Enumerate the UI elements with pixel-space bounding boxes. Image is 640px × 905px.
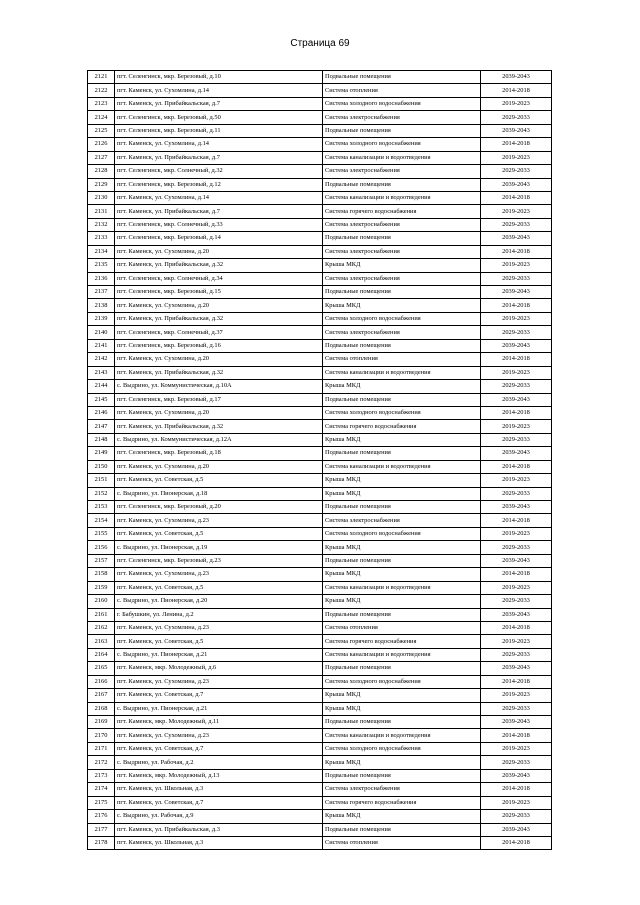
period-cell: 2039-2043: [481, 178, 552, 191]
table-row: [88, 648, 552, 661]
row-number: 2131: [88, 205, 115, 218]
period-cell: 2029-2033: [481, 111, 552, 124]
address-cell: пгт. Селенгинск, мкр. Солнечный, д.32: [115, 165, 323, 178]
table-row: [88, 259, 552, 272]
period-cell: 2014-2018: [481, 353, 552, 366]
system-cell: Система канализации и водоотведения: [323, 581, 481, 594]
system-cell: Крыша МКД: [323, 756, 481, 769]
row-number: 2129: [88, 178, 115, 191]
system-cell: Система отопления: [323, 84, 481, 97]
period-cell: 2019-2023: [481, 205, 552, 218]
system-cell: Крыша МКД: [323, 595, 481, 608]
table-row: [88, 151, 552, 164]
system-cell: Подвальные помещения: [323, 501, 481, 514]
address-cell: с. Выдрино, ул. Рабочая, д.2: [115, 756, 323, 769]
system-cell: Крыша МКД: [323, 568, 481, 581]
period-cell: 2039-2043: [481, 554, 552, 567]
table-row: [88, 393, 552, 406]
table-row: [88, 286, 552, 299]
system-cell: Система холодного водоснабжения: [323, 527, 481, 540]
system-cell: Подвальные помещения: [323, 393, 481, 406]
period-cell: 2019-2023: [481, 151, 552, 164]
system-cell: Система электроснабжения: [323, 326, 481, 339]
period-cell: 2019-2023: [481, 474, 552, 487]
row-number: 2151: [88, 474, 115, 487]
address-cell: пгт. Каменск, ул. Школьная, д.3: [115, 783, 323, 796]
address-cell: пгт. Каменск, ул. Сухомлина, д.23: [115, 729, 323, 742]
table-row: [88, 272, 552, 285]
period-cell: 2014-2018: [481, 621, 552, 634]
system-cell: Крыша МКД: [323, 299, 481, 312]
table-row: [88, 541, 552, 554]
table-row: [88, 742, 552, 755]
table-row: [88, 501, 552, 514]
row-number: 2166: [88, 675, 115, 688]
period-cell: 2014-2018: [481, 836, 552, 849]
row-number: 2152: [88, 487, 115, 500]
address-cell: пгт. Каменск, ул. Сухомлина, д.20: [115, 460, 323, 473]
row-number: 2133: [88, 232, 115, 245]
system-cell: Система отопления: [323, 836, 481, 849]
address-cell: пгт. Каменск, ул. Советская, д.5: [115, 635, 323, 648]
system-cell: Система отопления: [323, 353, 481, 366]
row-number: 2130: [88, 191, 115, 204]
row-number: 2157: [88, 554, 115, 567]
table-row: [88, 608, 552, 621]
row-number: 2154: [88, 514, 115, 527]
period-cell: 2039-2043: [481, 71, 552, 84]
address-cell: пгт. Каменск, ул. Школьная, д.3: [115, 836, 323, 849]
system-cell: Крыша МКД: [323, 541, 481, 554]
period-cell: 2039-2043: [481, 393, 552, 406]
table-row: [88, 568, 552, 581]
period-cell: 2039-2043: [481, 823, 552, 836]
period-cell: 2029-2033: [481, 165, 552, 178]
row-number: 2144: [88, 380, 115, 393]
period-cell: 2014-2018: [481, 245, 552, 258]
row-number: 2128: [88, 165, 115, 178]
row-number: 2161: [88, 608, 115, 621]
system-cell: Подвальные помещения: [323, 124, 481, 137]
row-number: 2141: [88, 339, 115, 352]
period-cell: 2014-2018: [481, 783, 552, 796]
row-number: 2132: [88, 218, 115, 231]
system-cell: Система электроснабжения: [323, 514, 481, 527]
table-row: [88, 769, 552, 782]
period-cell: 2019-2023: [481, 689, 552, 702]
system-cell: Крыша МКД: [323, 810, 481, 823]
system-cell: Система канализации и водоотведения: [323, 366, 481, 379]
period-cell: 2019-2023: [481, 581, 552, 594]
row-number: 2177: [88, 823, 115, 836]
address-cell: пгт. Каменск, ул. Прибайкальская, д.32: [115, 366, 323, 379]
table-row: [88, 165, 552, 178]
address-cell: с. Выдрино, ул. Пионерская, д.21: [115, 648, 323, 661]
period-cell: 2039-2043: [481, 339, 552, 352]
system-cell: Система холодного водоснабжения: [323, 406, 481, 419]
address-cell: пгт. Селенгинск, мкр. Березовый, д.12: [115, 178, 323, 191]
address-cell: с. Выдрино, ул. Пионерская, д.18: [115, 487, 323, 500]
row-number: 2149: [88, 447, 115, 460]
period-cell: 2039-2043: [481, 447, 552, 460]
system-cell: Система холодного водоснабжения: [323, 97, 481, 110]
period-cell: 2014-2018: [481, 460, 552, 473]
table-row: [88, 716, 552, 729]
address-cell: пгт. Каменск, ул. Прибайкальская, д.7: [115, 205, 323, 218]
row-number: 2148: [88, 433, 115, 446]
period-cell: 2039-2043: [481, 286, 552, 299]
period-cell: 2019-2023: [481, 742, 552, 755]
address-cell: пгт. Селенгинск, мкр. Березовый, д.18: [115, 447, 323, 460]
table-row: [88, 621, 552, 634]
table-row: [88, 554, 552, 567]
period-cell: 2014-2018: [481, 191, 552, 204]
table-row: [88, 353, 552, 366]
period-cell: 2029-2033: [481, 541, 552, 554]
row-number: 2122: [88, 84, 115, 97]
period-cell: 2019-2023: [481, 259, 552, 272]
address-cell: пгт. Каменск, мкр. Молодежный, д.6: [115, 662, 323, 675]
table-row: [88, 299, 552, 312]
table-row: [88, 460, 552, 473]
system-cell: Система горячего водоснабжения: [323, 635, 481, 648]
row-number: 2137: [88, 286, 115, 299]
system-cell: Система канализации и водоотведения: [323, 648, 481, 661]
address-cell: пгт. Каменск, ул. Сухомлина, д.20: [115, 299, 323, 312]
period-cell: 2019-2023: [481, 527, 552, 540]
row-number: 2178: [88, 836, 115, 849]
row-number: 2125: [88, 124, 115, 137]
system-cell: Система электроснабжения: [323, 245, 481, 258]
address-cell: пгт. Каменск, ул. Сухомлина, д.14: [115, 84, 323, 97]
row-number: 2127: [88, 151, 115, 164]
row-number: 2143: [88, 366, 115, 379]
row-number: 2124: [88, 111, 115, 124]
system-cell: Система горячего водоснабжения: [323, 205, 481, 218]
table-row: [88, 796, 552, 809]
table-row: [88, 514, 552, 527]
address-cell: пгт. Селенгинск, мкр. Березовый, д.23: [115, 554, 323, 567]
address-cell: пгт. Селенгинск, мкр. Солнечный, д.34: [115, 272, 323, 285]
row-number: 2160: [88, 595, 115, 608]
table-row: [88, 729, 552, 742]
table-row: [88, 232, 552, 245]
system-cell: Подвальные помещения: [323, 769, 481, 782]
system-cell: Подвальные помещения: [323, 823, 481, 836]
table-row: [88, 823, 552, 836]
row-number: 2172: [88, 756, 115, 769]
period-cell: 2039-2043: [481, 124, 552, 137]
period-cell: 2029-2033: [481, 218, 552, 231]
table-row: [88, 675, 552, 688]
system-cell: Система канализации и водоотведения: [323, 460, 481, 473]
row-number: 2173: [88, 769, 115, 782]
system-cell: Система канализации и водоотведения: [323, 191, 481, 204]
table-row: [88, 756, 552, 769]
table-row: [88, 702, 552, 715]
system-cell: Крыша МКД: [323, 487, 481, 500]
row-number: 2169: [88, 716, 115, 729]
row-number: 2165: [88, 662, 115, 675]
table-row: [88, 366, 552, 379]
period-cell: 2029-2033: [481, 272, 552, 285]
table-row: [88, 178, 552, 191]
system-cell: Система холодного водоснабжения: [323, 312, 481, 325]
table-row: [88, 339, 552, 352]
period-cell: 2039-2043: [481, 608, 552, 621]
table-row: [88, 783, 552, 796]
row-number: 2171: [88, 742, 115, 755]
register-table: [87, 70, 552, 850]
period-cell: 2029-2033: [481, 648, 552, 661]
row-number: 2155: [88, 527, 115, 540]
row-number: 2136: [88, 272, 115, 285]
table-row: [88, 662, 552, 675]
period-cell: 2029-2033: [481, 595, 552, 608]
system-cell: Подвальные помещения: [323, 71, 481, 84]
row-number: 2146: [88, 406, 115, 419]
system-cell: Подвальные помещения: [323, 232, 481, 245]
address-cell: пгт. Селенгинск, мкр. Березовый, д.20: [115, 501, 323, 514]
table-row: [88, 84, 552, 97]
row-number: 2163: [88, 635, 115, 648]
system-cell: Подвальные помещения: [323, 339, 481, 352]
address-cell: пгт. Каменск, ул. Прибайкальская, д.32: [115, 420, 323, 433]
system-cell: Система электроснабжения: [323, 165, 481, 178]
system-cell: Система электроснабжения: [323, 783, 481, 796]
system-cell: Подвальные помещения: [323, 716, 481, 729]
row-number: 2156: [88, 541, 115, 554]
period-cell: 2014-2018: [481, 729, 552, 742]
system-cell: Крыша МКД: [323, 689, 481, 702]
address-cell: пгт. Каменск, ул. Сухомлина, д.20: [115, 406, 323, 419]
table-row: [88, 836, 552, 849]
address-cell: с. Выдрино, ул. Коммунистическая, д.12А: [115, 433, 323, 446]
system-cell: Подвальные помещения: [323, 178, 481, 191]
system-cell: Крыша МКД: [323, 474, 481, 487]
system-cell: Крыша МКД: [323, 259, 481, 272]
table-row: [88, 433, 552, 446]
address-cell: пгт. Каменск, ул. Советская, д.7: [115, 742, 323, 755]
period-cell: 2014-2018: [481, 84, 552, 97]
period-cell: 2039-2043: [481, 232, 552, 245]
address-cell: с. Выдрино, ул. Коммунистическая, д.10А: [115, 380, 323, 393]
system-cell: Система канализации и водоотведения: [323, 151, 481, 164]
address-cell: пгт. Каменск, мкр. Молодежный, д.11: [115, 716, 323, 729]
address-cell: пгт. Каменск, ул. Советская, д.5: [115, 474, 323, 487]
period-cell: 2019-2023: [481, 366, 552, 379]
table-row: [88, 326, 552, 339]
system-cell: Подвальные помещения: [323, 286, 481, 299]
table-row: [88, 71, 552, 84]
address-cell: пгт. Каменск, ул. Прибайкальская, д.7: [115, 151, 323, 164]
system-cell: Система холодного водоснабжения: [323, 675, 481, 688]
row-number: 2134: [88, 245, 115, 258]
period-cell: 2014-2018: [481, 138, 552, 151]
address-cell: пгт. Каменск, ул. Советская, д.5: [115, 527, 323, 540]
row-number: 2121: [88, 71, 115, 84]
row-number: 2174: [88, 783, 115, 796]
period-cell: 2019-2023: [481, 796, 552, 809]
period-cell: 2019-2023: [481, 312, 552, 325]
period-cell: 2019-2023: [481, 635, 552, 648]
table-row: [88, 124, 552, 137]
period-cell: 2029-2033: [481, 702, 552, 715]
table-row: [88, 111, 552, 124]
address-cell: пгт. Каменск, мкр. Молодежный, д.13: [115, 769, 323, 782]
address-cell: пгт. Селенгинск, мкр. Березовый, д.15: [115, 286, 323, 299]
address-cell: пгт. Селенгинск, мкр. Березовый, д.17: [115, 393, 323, 406]
address-cell: пгт. Каменск, ул. Советская, д.7: [115, 796, 323, 809]
address-cell: пгт. Селенгинск, мкр. Березовый, д.14: [115, 232, 323, 245]
period-cell: 2029-2033: [481, 487, 552, 500]
period-cell: 2029-2033: [481, 810, 552, 823]
period-cell: 2039-2043: [481, 716, 552, 729]
address-cell: пгт. Каменск, ул. Прибайкальская, д.7: [115, 97, 323, 110]
address-cell: пгт. Каменск, ул. Прибайкальская, д.32: [115, 312, 323, 325]
period-cell: 2039-2043: [481, 501, 552, 514]
address-cell: пгт. Селенгинск, мкр. Березовый, д.11: [115, 124, 323, 137]
table-row: [88, 312, 552, 325]
period-cell: 2019-2023: [481, 420, 552, 433]
period-cell: 2014-2018: [481, 568, 552, 581]
page-header: Страница 69: [290, 38, 350, 49]
table-row: [88, 420, 552, 433]
address-cell: пгт. Каменск, ул. Сухомлина, д.23: [115, 514, 323, 527]
address-cell: пгт. Каменск, ул. Сухомлина, д.14: [115, 138, 323, 151]
address-cell: с. Выдрино, ул. Пионерская, д.21: [115, 702, 323, 715]
row-number: 2126: [88, 138, 115, 151]
address-cell: пгт. Каменск, ул. Сухомлина, д.14: [115, 191, 323, 204]
address-cell: пгт. Селенгинск, мкр. Березовый, д.10: [115, 71, 323, 84]
system-cell: Система электроснабжения: [323, 272, 481, 285]
period-cell: 2019-2023: [481, 97, 552, 110]
row-number: 2167: [88, 689, 115, 702]
table-row: [88, 487, 552, 500]
table-row: [88, 406, 552, 419]
address-cell: пгт. Каменск, ул. Прибайкальская, д.32: [115, 259, 323, 272]
row-number: 2150: [88, 460, 115, 473]
row-number: 2138: [88, 299, 115, 312]
system-cell: Подвальные помещения: [323, 554, 481, 567]
system-cell: Система отопления: [323, 621, 481, 634]
system-cell: Система холодного водоснабжения: [323, 138, 481, 151]
table-row: [88, 447, 552, 460]
row-number: 2170: [88, 729, 115, 742]
address-cell: пгт. Селенгинск, мкр. Солнечный, д.37: [115, 326, 323, 339]
row-number: 2147: [88, 420, 115, 433]
period-cell: 2029-2033: [481, 756, 552, 769]
row-number: 2153: [88, 501, 115, 514]
table-row: [88, 205, 552, 218]
address-cell: пгт. Каменск, ул. Прибайкальская, д.3: [115, 823, 323, 836]
table-row: [88, 689, 552, 702]
table-row: [88, 245, 552, 258]
address-cell: пгт. Каменск, ул. Советская, д.5: [115, 581, 323, 594]
address-cell: г. Бабушкин, ул. Ленина, д.2: [115, 608, 323, 621]
table-row: [88, 191, 552, 204]
system-cell: Система электроснабжения: [323, 218, 481, 231]
system-cell: Система канализации и водоотведения: [323, 729, 481, 742]
period-cell: 2014-2018: [481, 299, 552, 312]
address-cell: с. Выдрино, ул. Пионерская, д.20: [115, 595, 323, 608]
table-row: [88, 581, 552, 594]
table-row: [88, 810, 552, 823]
system-cell: Подвальные помещения: [323, 608, 481, 621]
address-cell: пгт. Каменск, ул. Сухомлина, д.23: [115, 675, 323, 688]
period-cell: 2039-2043: [481, 769, 552, 782]
row-number: 2168: [88, 702, 115, 715]
row-number: 2123: [88, 97, 115, 110]
table-row: [88, 138, 552, 151]
table-row: [88, 380, 552, 393]
system-cell: Крыша МКД: [323, 433, 481, 446]
period-cell: 2014-2018: [481, 406, 552, 419]
address-cell: пгт. Каменск, ул. Сухомлина, д.23: [115, 621, 323, 634]
row-number: 2164: [88, 648, 115, 661]
table-row: [88, 97, 552, 110]
row-number: 2135: [88, 259, 115, 272]
address-cell: с. Выдрино, ул. Пионерская, д.19: [115, 541, 323, 554]
system-cell: Подвальные помещения: [323, 447, 481, 460]
address-cell: пгт. Каменск, ул. Советская, д.7: [115, 689, 323, 702]
system-cell: Система электроснабжения: [323, 111, 481, 124]
system-cell: Крыша МКД: [323, 380, 481, 393]
address-cell: пгт. Каменск, ул. Сухомлина, д.20: [115, 245, 323, 258]
row-number: 2175: [88, 796, 115, 809]
register-table-body: [88, 71, 552, 850]
period-cell: 2029-2033: [481, 380, 552, 393]
period-cell: 2029-2033: [481, 433, 552, 446]
period-cell: 2039-2043: [481, 662, 552, 675]
row-number: 2162: [88, 621, 115, 634]
address-cell: с. Выдрино, ул. Рабочая, д.9: [115, 810, 323, 823]
address-cell: пгт. Селенгинск, мкр. Березовый, д.16: [115, 339, 323, 352]
system-cell: Система горячего водоснабжения: [323, 420, 481, 433]
period-cell: 2029-2033: [481, 326, 552, 339]
row-number: 2140: [88, 326, 115, 339]
address-cell: пгт. Селенгинск, мкр. Солнечный, д.33: [115, 218, 323, 231]
system-cell: Система холодного водоснабжения: [323, 742, 481, 755]
period-cell: 2014-2018: [481, 675, 552, 688]
system-cell: Крыша МКД: [323, 702, 481, 715]
row-number: 2145: [88, 393, 115, 406]
table-row: [88, 635, 552, 648]
period-cell: 2014-2018: [481, 514, 552, 527]
table-row: [88, 218, 552, 231]
row-number: 2176: [88, 810, 115, 823]
row-number: 2158: [88, 568, 115, 581]
row-number: 2159: [88, 581, 115, 594]
address-cell: пгт. Селенгинск, мкр. Березовый, д.50: [115, 111, 323, 124]
address-cell: пгт. Каменск, ул. Сухомлина, д.20: [115, 353, 323, 366]
table-row: [88, 527, 552, 540]
row-number: 2142: [88, 353, 115, 366]
system-cell: Подвальные помещения: [323, 662, 481, 675]
system-cell: Система горячего водоснабжения: [323, 796, 481, 809]
address-cell: пгт. Каменск, ул. Сухомлина, д.23: [115, 568, 323, 581]
table-row: [88, 474, 552, 487]
table-row: [88, 595, 552, 608]
row-number: 2139: [88, 312, 115, 325]
